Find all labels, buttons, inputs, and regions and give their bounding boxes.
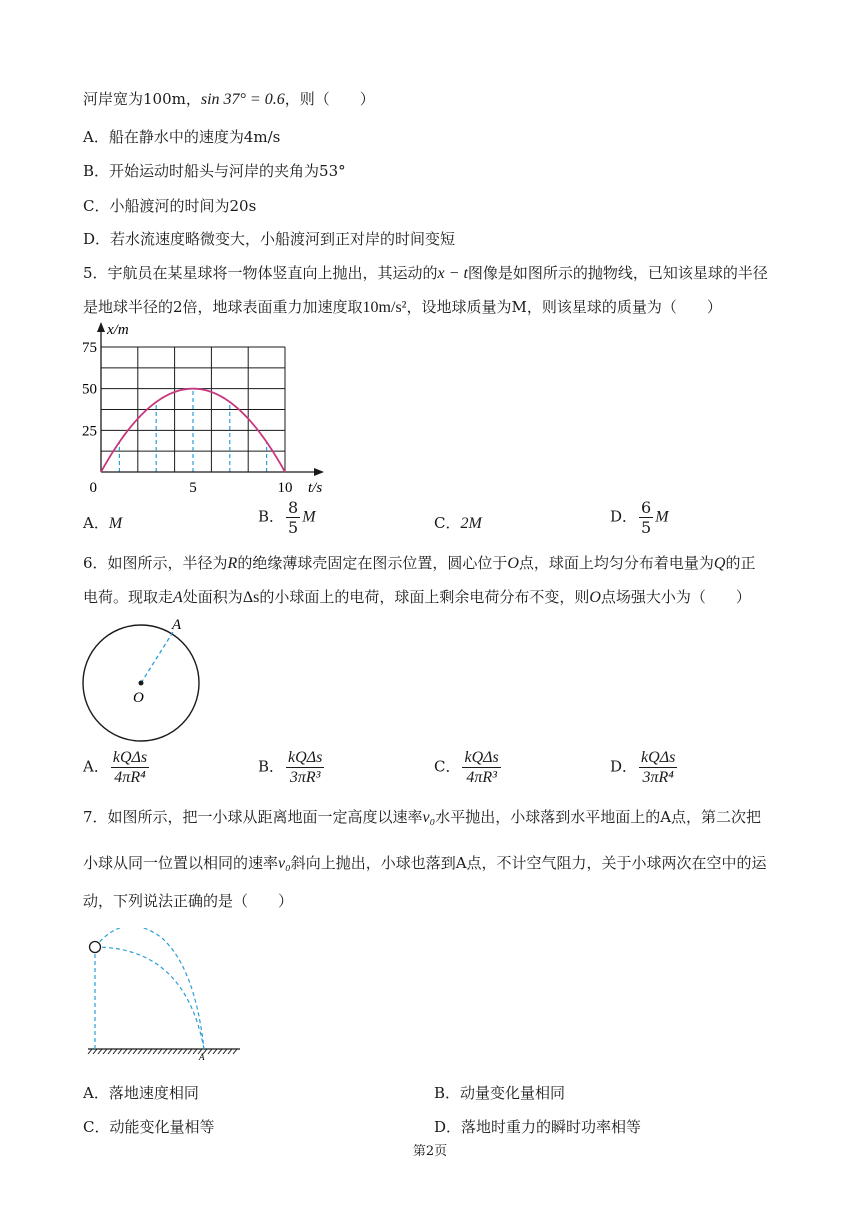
- q5-math: 10m/s²: [362, 299, 407, 316]
- q5-option-a: [83, 512, 122, 533]
- q5-text: 图像是如图所示的抛物线，已知该星球的半径: [467, 264, 768, 282]
- q4-text: 河岸宽为100m，: [83, 90, 201, 108]
- q6-text: 的绝缘薄球壳固定在图示位置，圆心位于: [237, 554, 508, 572]
- q6-math: O: [507, 555, 519, 572]
- hatch-mark: [153, 1049, 157, 1054]
- x-tick-label: 10: [277, 480, 293, 496]
- q6-option-c: [434, 748, 503, 787]
- q7-math: v₀: [422, 809, 436, 826]
- hatch-mark: [168, 1049, 172, 1054]
- q7-text: 斜向上抛出，小球也落到A点，不计空气阻力，关于小球两次在空中的运: [290, 854, 767, 872]
- option-label: B．: [258, 507, 285, 526]
- hatch-mark: [183, 1049, 187, 1054]
- hatch-mark: [193, 1049, 197, 1054]
- y-tick-label: 75: [82, 340, 97, 356]
- q6-stem-line1: [83, 552, 756, 573]
- q6-math: Q: [713, 555, 726, 572]
- option-label: D．: [610, 757, 638, 776]
- option-label: B．: [258, 757, 285, 776]
- q5-text: 是地球半径的2倍，地球表面重力加速度取: [83, 298, 363, 316]
- q6-option-b: [258, 748, 326, 787]
- q7-stem-line2: [83, 852, 767, 873]
- horizontal-throw-path: [95, 947, 204, 1049]
- option-expr: M: [108, 515, 123, 532]
- hatch-mark: [118, 1049, 122, 1054]
- q7-option-a: A．落地速度相同: [83, 1084, 199, 1102]
- fraction-denominator: 4πR⁴: [114, 769, 146, 787]
- q5-option-d: [610, 498, 669, 537]
- ball: [90, 942, 101, 953]
- q7-option-d: D．落地时重力的瞬时功率相等: [434, 1118, 642, 1136]
- hatch-mark: [113, 1049, 117, 1054]
- option-expr: 2M: [460, 515, 482, 532]
- hatch-mark: [163, 1049, 167, 1054]
- fraction: [462, 748, 500, 787]
- hatch-mark: [233, 1049, 237, 1054]
- x-axis-arrow: [314, 468, 324, 476]
- q6-text: 点场强大小为（ ）: [600, 588, 751, 606]
- hatch-mark: [88, 1049, 92, 1054]
- fraction-numerator: 8: [288, 498, 299, 517]
- q6-text: 的正: [725, 554, 756, 572]
- q7-text: 小球从同一位置以相同的速率: [83, 854, 279, 872]
- fraction-numerator: kQΔs: [286, 748, 324, 768]
- q7-text: 7．如图所示，把一小球从距离地面一定高度以速率: [83, 808, 423, 826]
- fraction-numerator: kQΔs: [462, 748, 500, 768]
- projectile-figure: [80, 928, 245, 1060]
- ground-hatching: [88, 1049, 237, 1054]
- option-label: D．: [610, 507, 638, 526]
- fraction-denominator: 4πR³: [466, 769, 497, 787]
- q7-option-c: C．动能变化量相等: [83, 1118, 215, 1136]
- fraction: [639, 748, 677, 787]
- q6-text: 处面积为: [182, 588, 243, 606]
- fraction: [286, 498, 300, 537]
- q4-option-b: B．开始运动时船头与河岸的夹角为53°: [83, 162, 346, 180]
- hatch-mark: [133, 1049, 137, 1054]
- q6-stem-line2: [83, 586, 751, 607]
- q4-option-a: A．船在静水中的速度为4m/s: [83, 128, 281, 146]
- q6-math: R: [227, 555, 238, 572]
- fraction-denominator: 5: [288, 518, 299, 538]
- page-number: 第2页: [412, 1144, 448, 1159]
- q4-text: ，则（ ）: [284, 90, 375, 108]
- q7-stem-line1: [83, 806, 761, 827]
- q5-text: 5．宇航员在某星球将一物体竖直向上抛出，其运动的: [83, 264, 438, 282]
- hatch-mark: [208, 1049, 212, 1054]
- oblique-throw-path: [95, 928, 204, 1049]
- hatch-mark: [218, 1049, 222, 1054]
- hatch-mark: [188, 1049, 192, 1054]
- y-tick-label: 50: [82, 381, 97, 398]
- hatch-mark: [108, 1049, 112, 1054]
- option-expr: M: [302, 508, 316, 526]
- q6-text: 的小球面上的电荷，球面上剩余电荷分布不变，则: [259, 588, 590, 606]
- q7-text: 水平抛出，小球落到水平地面上的A点，第二次把: [435, 808, 762, 826]
- fraction-numerator: kQΔs: [111, 748, 149, 768]
- fraction-denominator: 3πR⁴: [642, 769, 674, 787]
- option-expr: M: [655, 508, 669, 526]
- q6-option-d: [610, 748, 679, 787]
- q6-option-a: [83, 748, 151, 787]
- q5-option-c: [434, 512, 482, 533]
- hatch-mark: [158, 1049, 162, 1054]
- q7-option-b: B．动量变化量相同: [434, 1084, 566, 1102]
- x-tick-label: 0: [89, 480, 97, 496]
- hatch-mark: [148, 1049, 152, 1054]
- q7-stem-line3: 动，下列说法正确的是（ ）: [83, 892, 294, 910]
- q6-text: 电荷。现取走: [83, 588, 174, 606]
- hatch-mark: [223, 1049, 227, 1054]
- hatch-mark: [228, 1049, 232, 1054]
- q4-option-c: C．小船渡河的时间为20s: [83, 197, 257, 215]
- sphere-shell-figure: [78, 612, 208, 744]
- hatch-mark: [98, 1049, 102, 1054]
- x-axis-label: t/s: [308, 480, 323, 496]
- fraction-denominator: 3πR³: [289, 769, 321, 787]
- q6-text: 6．如图所示，半径为: [83, 554, 228, 572]
- hatch-mark: [143, 1049, 147, 1054]
- point-a-label: A: [172, 617, 182, 633]
- option-label: A．: [83, 514, 109, 532]
- point-o-label: O: [133, 690, 144, 706]
- q6-math: Δs: [242, 589, 260, 606]
- y-axis-arrow: [97, 322, 105, 332]
- q7-math: v₀: [278, 855, 291, 872]
- hatch-mark: [213, 1049, 217, 1054]
- hatch-mark: [138, 1049, 142, 1054]
- y-tick-label: 25: [82, 423, 97, 440]
- xt-graph: [80, 318, 340, 498]
- q5-stem-line1: [83, 262, 768, 283]
- hatch-mark: [178, 1049, 182, 1054]
- center-point: [139, 681, 144, 686]
- radius-line: [141, 632, 173, 683]
- fraction: [639, 498, 653, 537]
- q4-math: sin 37° = 0.6: [200, 91, 285, 108]
- hatch-mark: [128, 1049, 132, 1054]
- fraction-numerator: kQΔs: [639, 748, 677, 768]
- q5-option-b: [258, 498, 316, 537]
- q5-text: ，设地球质量为M，则该星球的质量为（ ）: [406, 298, 722, 316]
- q6-math: A: [173, 589, 183, 606]
- fraction: [286, 748, 324, 787]
- q6-math: O: [589, 589, 601, 606]
- q5-math: x − t: [437, 265, 468, 282]
- q6-text: 点，球面上均匀分布着电量为: [518, 554, 714, 572]
- hatch-mark: [173, 1049, 177, 1054]
- fraction: [111, 748, 149, 787]
- q5-stem-line2: [83, 296, 722, 317]
- hatch-mark: [93, 1049, 97, 1054]
- fraction-denominator: 5: [641, 518, 652, 538]
- option-label: C．: [434, 514, 461, 532]
- x-tick-label: 5: [189, 480, 197, 496]
- fraction-numerator: 6: [641, 498, 652, 517]
- landing-point-label: A: [199, 1052, 205, 1060]
- q4-continuation: [83, 88, 375, 109]
- option-label: A．: [83, 757, 109, 776]
- q4-option-d: D．若水流速度略微变大，小船渡河到正对岸的时间变短: [83, 230, 456, 248]
- hatch-mark: [123, 1049, 127, 1054]
- y-axis-label: x/m: [107, 322, 129, 338]
- chart-axes: [97, 322, 324, 476]
- hatch-mark: [103, 1049, 107, 1054]
- option-label: C．: [434, 757, 461, 776]
- chart-grid: [101, 347, 285, 472]
